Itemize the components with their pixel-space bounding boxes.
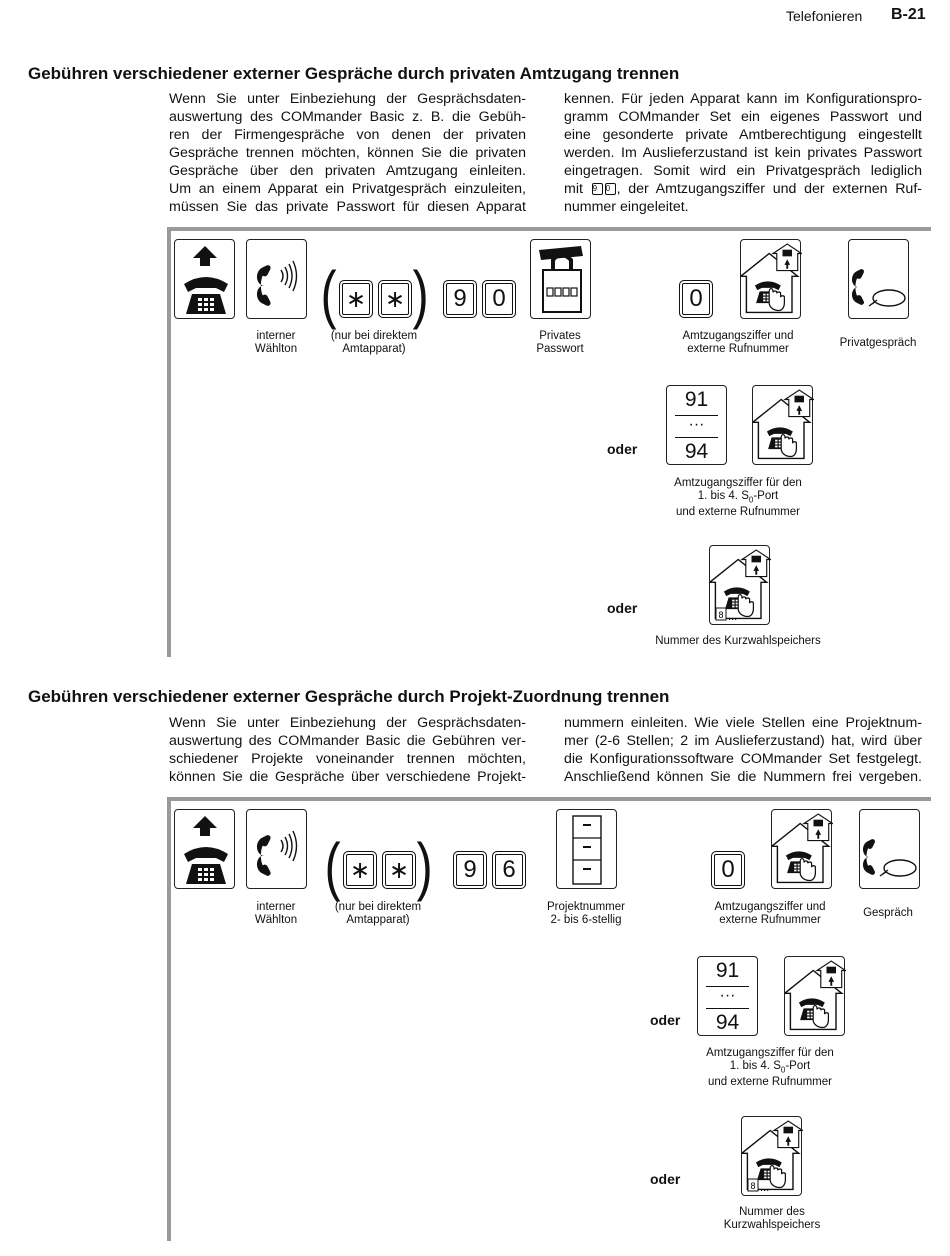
text-line: ren der Firmengespräche von denen der privaten xyxy=(169,127,526,143)
section2-col2 xyxy=(564,714,922,786)
star-key: ∗ xyxy=(343,851,377,889)
text-line: nummern einleiten. Wie viele Stellen eine Projektnum- xyxy=(564,715,922,731)
caption-fragment: 1. bis 4. S xyxy=(697,490,749,502)
caption-line xyxy=(690,1060,850,1076)
or-label: oder xyxy=(650,1171,681,1187)
digit-key-9: 9 xyxy=(453,851,487,889)
caption-line: Amtzugangsziffer und xyxy=(682,330,794,342)
caption-line: Amtapparat) xyxy=(342,343,406,355)
house-phone-icon xyxy=(771,809,832,889)
caption-line: und externe Rufnummer xyxy=(707,1076,832,1089)
caption-line: Amtapparat) xyxy=(346,914,410,926)
text-line: auswertung des COMmander Basic z. B. die Gebüh- xyxy=(169,109,526,125)
text-line: eine gesonderte private Amtberechtigung eingestellt xyxy=(564,127,922,143)
caption-line: externe Rufnummer xyxy=(719,914,821,926)
caption-line: Amtzugangsziffer für den xyxy=(674,477,802,489)
or-label: oder xyxy=(607,441,638,457)
text-line: können Sie die Gespräche über verschiedene Projekt- xyxy=(169,769,526,785)
inline-key-9: 9 xyxy=(592,183,603,195)
caption-dial-tone xyxy=(236,901,316,927)
caption-dial-tone xyxy=(236,330,316,356)
section1-col2 xyxy=(564,90,922,216)
text-line: Gespräche über den privaten Amtzugang einleiten. xyxy=(169,163,526,179)
range-dots: ··· xyxy=(719,987,736,1004)
subscript: 0 xyxy=(748,495,754,505)
filing-cabinet-icon xyxy=(556,809,617,889)
caption-line: interner xyxy=(256,330,296,342)
lift-handset-icon xyxy=(174,809,235,889)
caption-line: 2- bis 6-stellig xyxy=(550,914,622,926)
caption-fragment: -Port xyxy=(753,490,779,502)
text-line: mer (2-6 Stellen; 2 im Auslieferzustand) hat, wird über xyxy=(564,733,922,749)
caption-line: Nummer des xyxy=(739,1206,805,1218)
caption-project xyxy=(535,901,637,927)
caption-line: Passwort xyxy=(536,343,584,355)
speed-key-digit: 8 xyxy=(750,1181,756,1191)
text-line: Um an einem Apparat ein Privatgespräch einzuleiten, xyxy=(169,181,526,197)
running-header-section: Telefonieren xyxy=(786,8,863,24)
caption-line xyxy=(658,490,818,506)
caption-private-call: Privatgespräch xyxy=(839,337,917,349)
dial-tone-icon xyxy=(246,239,307,319)
section2-col1 xyxy=(169,714,526,786)
caption-fragment: -Port xyxy=(785,1060,811,1072)
caption-line: Privates xyxy=(539,330,581,342)
section2-heading: Gebühren verschiedener externer Gespräche durch Projekt-Zuordnung trennen xyxy=(28,687,670,706)
house-phone-icon xyxy=(784,956,845,1036)
digit-key-9: 9 xyxy=(443,280,477,318)
caption-line: Kurzwahlspeichers xyxy=(723,1219,821,1231)
open-paren-icon: ( xyxy=(324,830,341,902)
caption-star xyxy=(326,901,430,927)
caption-line: (nur bei direktem xyxy=(334,901,422,913)
star-key: ∗ xyxy=(378,280,412,318)
caption-line: Amtzugangsziffer für den xyxy=(706,1047,834,1059)
inline-key-0: 0 xyxy=(605,183,616,195)
house-phone-icon xyxy=(740,239,801,319)
caption-line: Projektnummer xyxy=(547,901,625,913)
conversation-icon xyxy=(859,809,920,889)
range-end: 94 xyxy=(715,1011,740,1034)
range-start: 91 xyxy=(684,388,709,411)
star-key: ∗ xyxy=(339,280,373,318)
caption-star xyxy=(322,330,426,356)
range-end: 94 xyxy=(684,440,709,463)
section1-col1 xyxy=(169,90,526,216)
or-label: oder xyxy=(650,1012,681,1028)
caption-port xyxy=(690,1047,850,1089)
caption-line: Amtzugangsziffer und xyxy=(714,901,826,913)
lift-handset-icon xyxy=(174,239,235,319)
caption-password xyxy=(520,330,600,356)
caption-line: und externe Rufnummer xyxy=(675,506,800,519)
text-fragment: , der Amtzugangsziffer und der externen Ruf- xyxy=(616,181,922,197)
or-label: oder xyxy=(607,600,638,616)
caption-trunk xyxy=(668,330,808,356)
dial-tone-icon xyxy=(246,809,307,889)
caption-line: interner xyxy=(256,901,296,913)
caption-line: Wählton xyxy=(254,343,298,355)
caption-line: (nur bei direktem xyxy=(330,330,418,342)
digit-key-6: 6 xyxy=(492,851,526,889)
speed-dial-icon xyxy=(709,545,770,625)
speed-key-digit: 8 xyxy=(718,610,724,620)
svg-text:...: ... xyxy=(728,611,738,623)
caption-trunk xyxy=(700,901,840,927)
page-number: B-21 xyxy=(891,6,926,23)
text-line: Wenn Sie unter Einbeziehung der Gesprächsdaten- xyxy=(169,91,526,107)
subscript: 0 xyxy=(780,1065,786,1075)
digit-key-0: 0 xyxy=(679,280,713,318)
text-line: schiedener Projekte voneinander trennen möchten, xyxy=(169,751,526,767)
caption-line: Wählton xyxy=(254,914,298,926)
range-dots: ··· xyxy=(688,416,705,433)
port-range-icon xyxy=(666,385,727,465)
range-start: 91 xyxy=(715,959,740,982)
conversation-icon xyxy=(848,239,909,319)
padlock-password-icon xyxy=(530,239,591,319)
text-line: nummer eingeleitet. xyxy=(564,199,689,215)
text-fragment: mit xyxy=(564,181,583,197)
text-line: müssen Sie das private Passwort für diesen Apparat xyxy=(169,199,526,215)
speed-dial-icon xyxy=(741,1116,802,1196)
digit-key-0: 0 xyxy=(711,851,745,889)
text-line: Gespräche trennen möchten, können Sie die privaten xyxy=(169,145,526,161)
text-line: Anschließend können Sie die Nummern frei vergeben. xyxy=(564,769,922,785)
caption-fragment: 1. bis 4. S xyxy=(729,1060,781,1072)
text-line: die Konfigurationssoftware COMmander Set festgelegt. xyxy=(564,751,922,767)
text-line: Wenn Sie unter Einbeziehung der Gesprächsdaten- xyxy=(169,715,526,731)
caption-call: Gespräch xyxy=(863,907,913,919)
caption-port xyxy=(658,477,818,519)
text-line: werden. Im Auslieferzustand ist kein privates Passwort xyxy=(564,145,922,161)
caption-speed-dial: Nummer des Kurzwahlspeichers xyxy=(655,635,821,647)
port-range-icon xyxy=(697,956,758,1036)
house-phone-icon xyxy=(752,385,813,465)
star-key: ∗ xyxy=(382,851,416,889)
text-line: auswertung des COMmander Basic die Gebühren ver- xyxy=(169,733,526,749)
caption-line: externe Rufnummer xyxy=(687,343,789,355)
text-line: eingetragen. Somit wird ein Privatgespräch lediglich xyxy=(564,163,922,179)
caption-speed-dial xyxy=(712,1206,832,1232)
digit-key-0: 0 xyxy=(482,280,516,318)
close-paren-icon: ) xyxy=(412,258,429,330)
close-paren-icon: ) xyxy=(416,830,433,902)
svg-text:...: ... xyxy=(760,1182,770,1194)
section1-heading: Gebühren verschiedener externer Gespräche durch privaten Amtzugang trennen xyxy=(28,64,680,83)
text-line xyxy=(564,180,922,198)
open-paren-icon: ( xyxy=(320,258,337,330)
text-line: kennen. Für jeden Apparat kann im Konfigurationspro- xyxy=(564,91,922,107)
text-line: gramm COMmander Set ein eigenes Passwort und xyxy=(564,109,922,125)
